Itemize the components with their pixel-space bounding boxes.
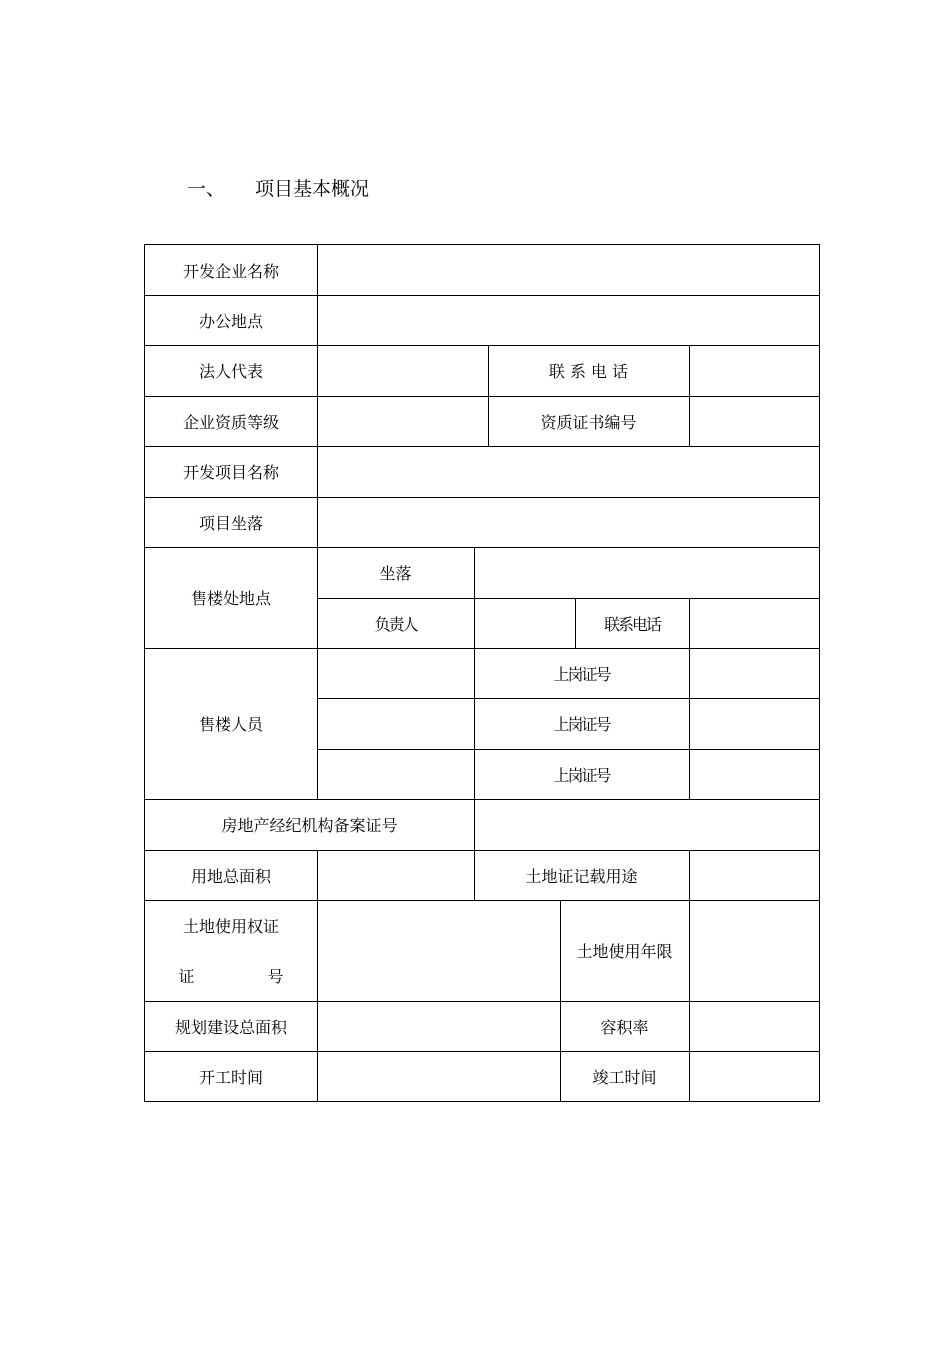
label-agency-record-no: 房地产经纪机构备案证号 — [221, 816, 398, 835]
label-land-use-term: 土地使用年限 — [576, 942, 673, 961]
label-job-cert-no: 上岗证号 — [553, 715, 610, 734]
label-qualification-cert-no: 资质证书编号 — [540, 412, 637, 432]
label-land-area: 用地总面积 — [190, 866, 271, 886]
label-land-use-cert-no — [145, 900, 317, 1001]
field-project-name[interactable] — [318, 446, 819, 497]
field-land-area[interactable] — [318, 850, 474, 900]
field-sales-staff-2[interactable] — [318, 698, 474, 749]
section-heading — [187, 174, 369, 201]
label-sales-office: 售楼处地点 — [190, 589, 271, 608]
field-sales-office-location[interactable] — [475, 547, 819, 598]
field-phone[interactable] — [690, 345, 819, 396]
label-sales-office-phone: 联系电话 — [603, 614, 660, 634]
label-plot-ratio: 容积率 — [600, 1017, 649, 1037]
label-project-location: 项目坐落 — [198, 513, 263, 533]
label-land-use-cert-line2b: 号 — [267, 967, 284, 987]
label-legal-rep: 法人代表 — [198, 362, 263, 381]
label-office-address: 办公地点 — [198, 311, 263, 331]
field-job-cert-no-2[interactable] — [690, 698, 819, 749]
label-sales-office-location: 坐落 — [379, 564, 412, 583]
label-person-in-charge: 负责人 — [374, 614, 417, 634]
label-job-cert-no: 上岗证号 — [553, 765, 610, 785]
field-developer-name[interactable] — [318, 245, 819, 295]
section-number: 一、 — [187, 178, 226, 200]
field-land-cert-use[interactable] — [690, 850, 819, 900]
label-start-time: 开工时间 — [198, 1067, 263, 1087]
project-info-form — [144, 244, 820, 1102]
field-land-use-cert-no[interactable] — [318, 900, 560, 1001]
label-developer-name: 开发企业名称 — [182, 261, 279, 281]
field-land-use-term[interactable] — [690, 900, 819, 1001]
field-completion-time[interactable] — [690, 1051, 819, 1101]
field-plot-ratio[interactable] — [690, 1001, 819, 1051]
field-sales-office-phone[interactable] — [690, 598, 819, 648]
field-sales-staff-3[interactable] — [318, 749, 474, 799]
field-job-cert-no-1[interactable] — [690, 648, 819, 698]
label-project-name: 开发项目名称 — [182, 463, 279, 482]
label-land-use-cert-line2a: 证 — [178, 967, 195, 987]
field-legal-rep[interactable] — [318, 345, 488, 396]
label-land-cert-use: 土地证记载用途 — [525, 866, 638, 886]
section-title: 项目基本概况 — [255, 178, 370, 200]
label-job-cert-no: 上岗证号 — [553, 664, 610, 684]
label-completion-time: 竣工时间 — [592, 1067, 657, 1087]
field-sales-staff-1[interactable] — [318, 648, 474, 698]
label-qualification-level: 企业资质等级 — [182, 412, 279, 432]
label-planned-area: 规划建设总面积 — [174, 1017, 287, 1037]
label-sales-staff: 售楼人员 — [198, 715, 263, 734]
label-phone: 联 系 电 话 — [548, 362, 629, 381]
label-land-use-cert-line2 — [179, 964, 284, 987]
field-planned-area[interactable] — [318, 1001, 560, 1051]
field-project-location[interactable] — [318, 497, 819, 547]
field-qualification-cert-no[interactable] — [690, 396, 819, 446]
field-person-in-charge[interactable] — [475, 598, 575, 648]
label-land-use-cert-line1: 土地使用权证 — [182, 916, 279, 936]
field-qualification-level[interactable] — [318, 396, 488, 446]
field-start-time[interactable] — [318, 1051, 560, 1101]
field-job-cert-no-3[interactable] — [690, 749, 819, 799]
field-office-address[interactable] — [318, 295, 819, 345]
field-agency-record-no[interactable] — [475, 799, 819, 850]
